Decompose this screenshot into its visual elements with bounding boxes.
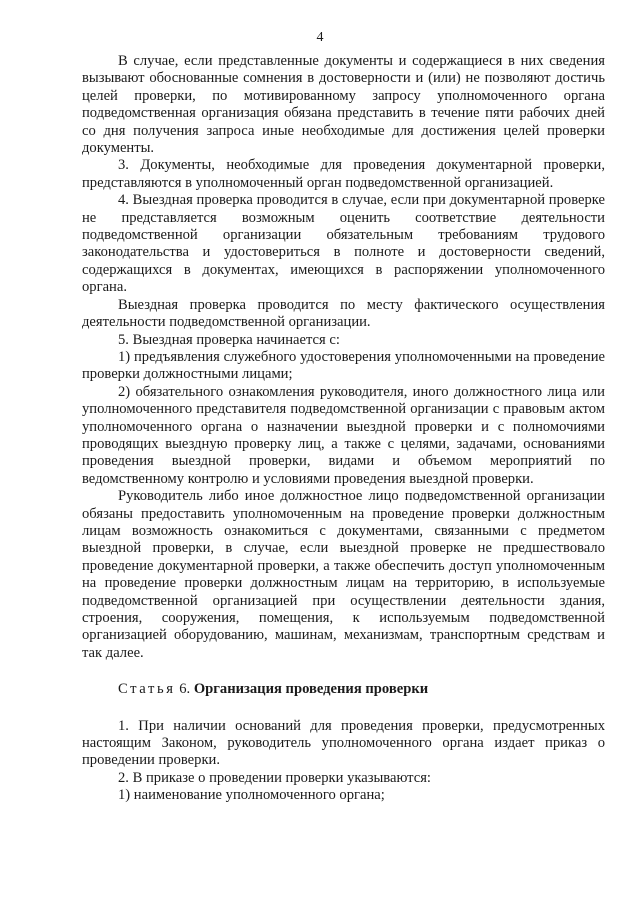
article-label: Статья [118, 681, 176, 698]
document-body [82, 53, 605, 805]
paragraph: В случае, если представленные документы и содержащиеся в них сведения вызывают обоснованные сомнения в достоверности и (или) не позволяют достичь целей проверки, по мотивированному запросу уполномоченного органа подведомственная организация обязана представить в течение пяти рабочих дней со дня получения запроса иные необходимые для достижения целей проверки документы. [82, 53, 605, 157]
article-heading [82, 681, 605, 698]
paragraph: 3. Документы, необходимые для проведения документарной проверки, представляются в уполномоченный орган подведомственной организацией. [82, 157, 605, 191]
paragraph: 1) наименование уполномоченного органа; [118, 787, 385, 804]
paragraph: 4. Выездная проверка проводится в случае, если при документарной проверке не представляется возможным оценить соответствие деятельности подведомственной организации обязательным требованиям трудового законодательства и удостовериться в полноте и достоверности сведений, содержащихся в документах, имеющихся в распоряжении уполномоченного органа. [82, 192, 605, 296]
article-title: Организация проведения проверки [193, 681, 429, 698]
paragraph: Выездная проверка проводится по месту фактического осуществления деятельности подведомственной организации. [82, 296, 605, 331]
paragraph: 1) предъявления служебного удостоверения уполномоченными на проведение проверки должностными лицами; [82, 348, 605, 383]
article-number: 6. [179, 681, 191, 698]
paragraph: 5. Выездная проверка начинается с: [118, 331, 340, 348]
paragraph: Руководитель либо иное должностное лицо подведомственной организации обязаны предоставить уполномоченным на проведение проверки должностным лицам возможность ознакомиться с документами, связанными с предметом выездной проверки, в случае, если выездной проверке не предшествовало проведение документарной проверки, а также обеспечить доступ уполномоченным на проведение проверки должностным лицам на территорию, в используемые подведомственной организацией при осуществлении деятельности здания, строения, сооружения, помещения, к используемым подведомственной организацией оборудованию, машинам, механизмам, транспортным средствам и так далее. [82, 488, 605, 661]
paragraph: 2. В приказе о проведении проверки указываются: [118, 769, 431, 786]
paragraph: 2) обязательного ознакомления руководителя, иного должностного лица или уполномоченного представителя подведомственной организации с правовым актом уполномоченного органа о назначении выездной проверки и с полномочиями проводящих выездную проверку лиц, а также с целями, задачами, основаниями проведения выездной проверки, видами и объемом мероприятий по ведомственному контролю и условиями проведения выездной проверки. [82, 383, 605, 487]
page-number: 4 [316, 30, 324, 45]
paragraph: 1. При наличии оснований для проведения проверки, предусмотренных настоящим Законом, руководитель уполномоченного органа издает приказ о проведении проверки. [82, 717, 605, 769]
